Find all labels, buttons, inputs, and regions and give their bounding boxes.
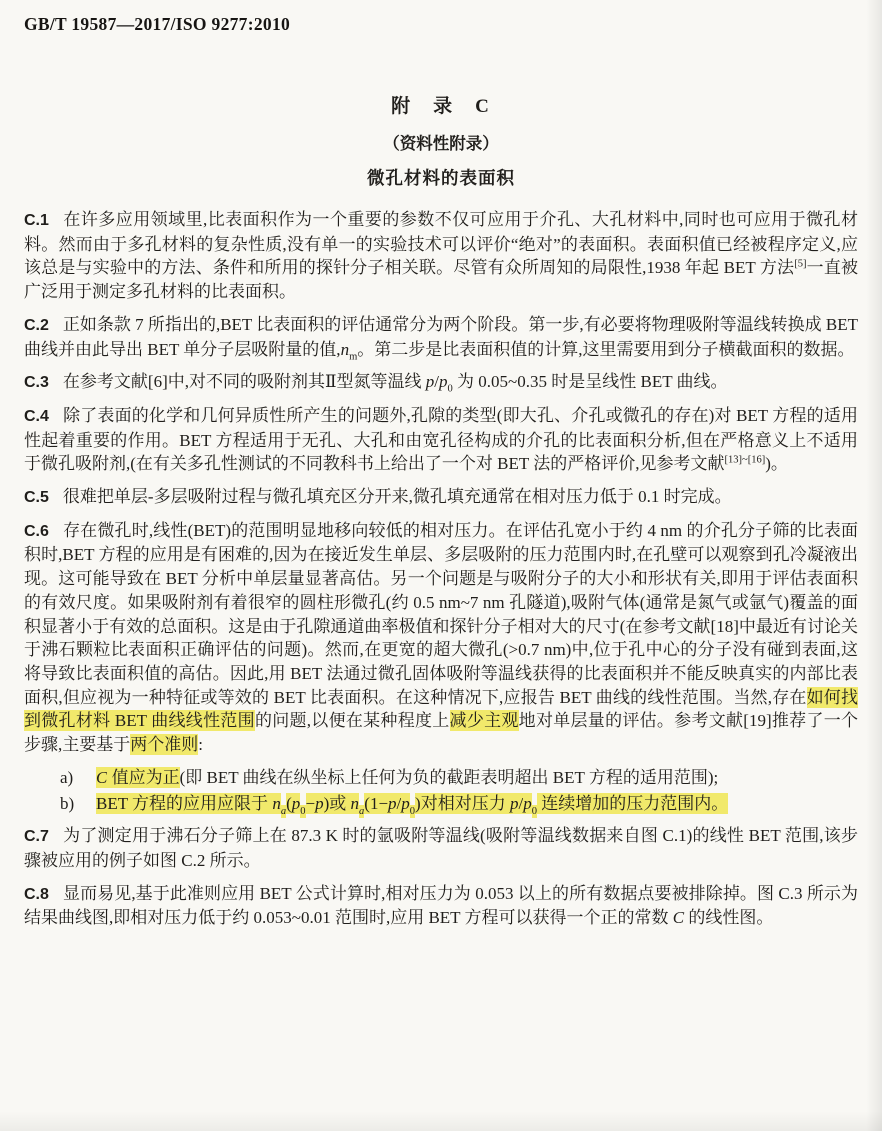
clause-label: C.2	[24, 316, 49, 334]
paragraph-c3	[24, 370, 858, 395]
clause-label: C.5	[24, 489, 49, 507]
paragraph-c1	[24, 208, 858, 304]
clause-label: C.6	[24, 522, 49, 540]
appendix-title-block	[24, 91, 858, 190]
clause-text: 显而易见,基于此准则应用 BET 公式计算时,相对压力为 0.053 以上的所有数据点要被排除掉。图 C.3 所示为结果曲线图,即相对压力低于约 0.053~0.01 范围时,应用 BET 方程可以获得一个正的常数 C 的线性图。	[24, 883, 858, 928]
list-label: b)	[60, 794, 75, 814]
clause-text: 很难把单层-多层吸附过程与微孔填充区分开来,微孔填充通常在相对压力低于 0.1 时完成。	[62, 487, 732, 507]
paragraph-c7	[24, 824, 858, 872]
appendix-subtitle: （资料性附录）	[383, 134, 499, 153]
list-text: BET 方程的应用应限于 $n_a(p_0-p)$或 $n_a(1-p/p_0)$对相对压力 $p/p_0$ 连续增加的压力范围内。	[96, 794, 729, 817]
clause-label: C.7	[24, 828, 49, 846]
clause-label: C.1	[24, 212, 49, 229]
paragraph-c8	[24, 882, 858, 930]
clause-label: C.3	[24, 374, 49, 392]
paragraph-c2	[24, 313, 858, 361]
clause-text: 存在微孔时,线性(BET)的范围明显地移向较低的相对压力。在评估孔宽小于约 4 nm 的介孔分子筛的比表面积时,BET 方程的应用是有困难的,因为在接近发生单层、多层吸附的压力范围内时,在孔壁可以观察到孔冷凝液出现。这可能导致在 BET 分析中单层量显著高估。另一个问题是与吸附分子的大小和形状有关,即用于评估表面积的有效尺度。如果吸附剂有着很窄的圆柱形微孔(约 0.5 nm~7 nm 孔隧道),吸附气体(通常是氮气或氩气)覆盖的面积显著小于有效的总面积。这是由于孔隙通道曲率极值和探针分子相对大的尺寸(在参考文献[18]中最近有讨论关于沸石颗粒比表面积正确评估的问题)。然而,在更宽的超大微孔(>0.7 nm)中,位于孔中心的分子没有碰到表面,这将导致比表面积值的高估。因此,用 BET 法通过微孔固体吸附等温线获得的比表面积并不能反映真实的内部比表面积,但应视为一种特征或等效的 BET 比表面积。在这种情况下,应报告 BET 曲线的线性范围。当然,存在如何找到微孔材料 BET 曲线线性范围的问题,以便在某种程度上减少主观地对单层量的评估。参考文献[19]推荐了一个步骤,主要基于两个准则:	[24, 520, 859, 755]
list-label: a)	[60, 767, 74, 787]
clause-text: 除了表面的化学和几何异质性所产生的问题外,孔隙的类型(即大孔、介孔或微孔的存在)对 BET 方程的适用性起着重要的作用。BET 方程适用于无孔、大孔和由宽孔径构成的介孔的比表面积分析,但在严格意义上不适用于微孔吸附剂,(在有关多孔性测试的不同教科书上给出了一个对 BET 法的严格评价,见参考文献[13]~[16])。	[24, 405, 858, 474]
clause-label: C.4	[24, 407, 49, 425]
appendix-heading: 微孔材料的表面积	[367, 168, 515, 188]
paragraph-c4	[24, 404, 858, 476]
criterion-item-b	[60, 792, 858, 816]
clause-text: 在参考文献[6]中,对不同的吸附剂其Ⅱ型氮等温线 $p/p_0$ 为 0.05~0.35 时是呈线性 BET 曲线。	[62, 372, 728, 395]
clause-text: 在许多应用领域里,比表面积作为一个重要的参数不仅可应用于介孔、大孔材料中,同时也可应用于微孔材料。然而由于多孔材料的复杂性质,没有单一的实验技术可以评价“绝对”的表面积。表面积值已经被程序定义,应该总是与实验中的方法、条件和所用的探针分子相关联。尽管有众所周知的局限性,1938 年起 BET 方法[5]一直被广泛用于测定多孔材料的比表面积。	[24, 210, 858, 302]
standard-number-header: GB/T 19587—2017/ISO 9277:2010	[24, 14, 291, 34]
appendix-title: 附 录 C	[391, 96, 491, 117]
clause-label: C.8	[24, 885, 49, 903]
paragraph-c5	[24, 485, 858, 510]
clause-text: 正如条款 7 所指出的,BET 比表面积的评估通常分为两个阶段。第一步,有必要将物理吸附等温线转换成 BET 曲线并由此导出 BET 单分子层吸附量的值$,n_m$。第二步是比表面积值的计算,这里需要用到分子横截面积的数据。	[24, 314, 858, 362]
paragraph-c6	[24, 519, 858, 757]
clause-text: 为了测定用于沸石分子筛上在 87.3 K 时的氩吸附等温线(吸附等温线数据来自图 C.1)的线性 BET 范围,该步骤被应用的例子如图 C.2 所示。	[24, 826, 858, 870]
body-text	[24, 208, 858, 930]
list-text: C 值应为正(即 BET 曲线在纵坐标上任何为负的截距表明超出 BET 方程的适用范围);	[96, 767, 719, 787]
criterion-item-a	[60, 766, 858, 790]
